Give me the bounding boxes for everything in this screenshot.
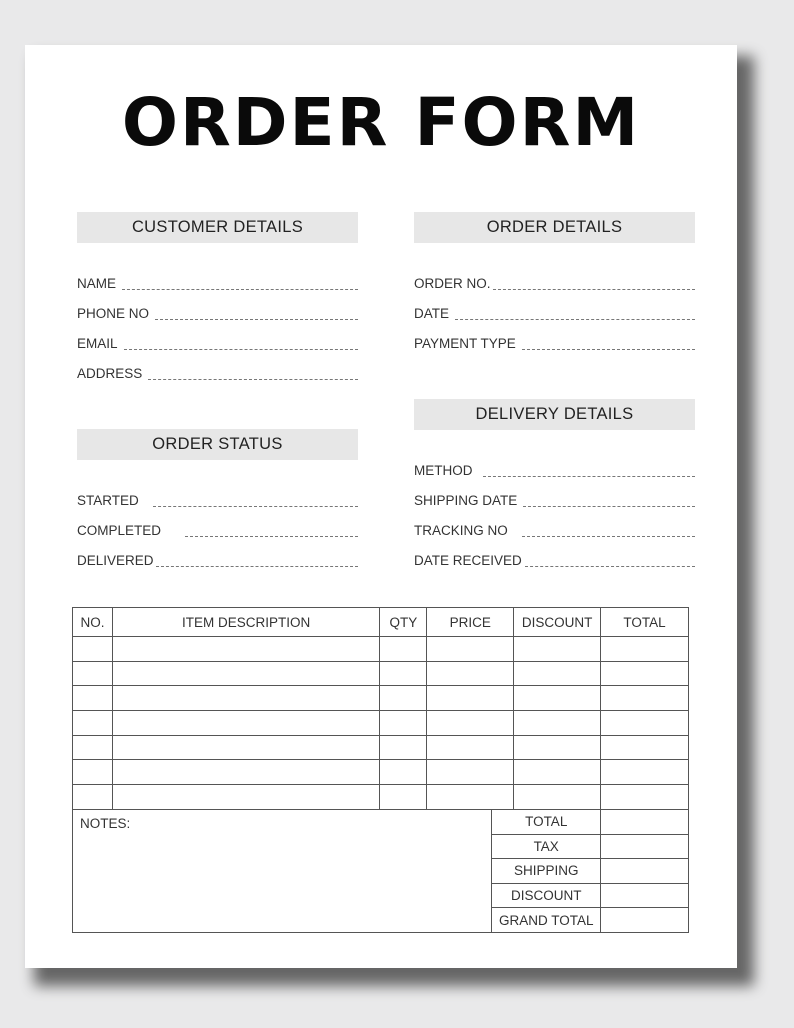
field-label: TRACKING NO <box>414 523 508 538</box>
address-input-line[interactable] <box>148 379 358 380</box>
field-label: PAYMENT TYPE <box>414 336 516 351</box>
field-date-received <box>414 539 695 569</box>
table-cell[interactable] <box>427 686 514 711</box>
table-cell[interactable] <box>73 735 113 760</box>
table-row <box>73 637 689 662</box>
notes-label: NOTES: <box>80 816 131 831</box>
table-cell[interactable] <box>380 686 427 711</box>
name-input-line[interactable] <box>122 289 358 290</box>
table-header-row <box>73 608 689 637</box>
table-cell[interactable] <box>73 686 113 711</box>
shipping-date-input-line[interactable] <box>523 506 695 507</box>
column-header-total: TOTAL <box>601 608 689 637</box>
started-input-line[interactable] <box>153 506 358 507</box>
delivery-details-section <box>414 399 695 569</box>
summary-value-discount[interactable] <box>601 883 689 908</box>
field-label: DATE <box>414 306 450 321</box>
field-payment-type <box>414 322 695 352</box>
summary-value-shipping[interactable] <box>601 859 689 884</box>
date-input-line[interactable] <box>455 319 695 320</box>
table-cell[interactable] <box>601 661 689 686</box>
order-details-section <box>414 212 695 352</box>
table-cell[interactable] <box>514 637 601 662</box>
order-status-section <box>77 429 358 569</box>
field-email <box>77 322 358 352</box>
table-cell[interactable] <box>112 686 379 711</box>
table-cell[interactable] <box>427 760 514 785</box>
field-shipping-date <box>414 479 695 509</box>
field-label: STARTED <box>77 493 139 508</box>
delivered-input-line[interactable] <box>156 566 358 567</box>
table-cell[interactable] <box>112 637 379 662</box>
items-table <box>72 607 689 810</box>
completed-input-line[interactable] <box>185 536 358 537</box>
table-cell[interactable] <box>112 661 379 686</box>
table-cell[interactable] <box>73 661 113 686</box>
table-cell[interactable] <box>601 760 689 785</box>
order-no-input-line[interactable] <box>493 289 695 290</box>
field-order-no <box>414 262 695 292</box>
field-label: DELIVERED <box>77 553 154 568</box>
field-label: ORDER NO. <box>414 276 491 291</box>
summary-label-grand-total: GRAND TOTAL <box>492 908 601 933</box>
field-label: ADDRESS <box>77 366 143 381</box>
table-row <box>73 735 689 760</box>
customer-details-section <box>77 212 358 382</box>
field-method <box>414 449 695 479</box>
summary-label-tax: TAX <box>492 834 601 859</box>
table-cell[interactable] <box>380 637 427 662</box>
table-cell[interactable] <box>601 686 689 711</box>
table-cell[interactable] <box>427 711 514 736</box>
order-form-page <box>25 45 737 968</box>
table-row <box>73 661 689 686</box>
table-cell[interactable] <box>380 760 427 785</box>
field-label: COMPLETED <box>77 523 162 538</box>
table-cell[interactable] <box>427 637 514 662</box>
summary-value-grand-total[interactable] <box>601 908 689 933</box>
section-header: ORDER DETAILS <box>414 212 695 243</box>
notes-box[interactable] <box>73 810 492 933</box>
table-cell[interactable] <box>73 711 113 736</box>
table-cell[interactable] <box>380 785 427 810</box>
field-label: METHOD <box>414 463 473 478</box>
table-cell[interactable] <box>601 785 689 810</box>
column-header-price: PRICE <box>427 608 514 637</box>
summary-value-total[interactable] <box>601 810 689 835</box>
email-input-line[interactable] <box>124 349 358 350</box>
tracking-no-input-line[interactable] <box>522 536 695 537</box>
table-cell[interactable] <box>601 637 689 662</box>
column-header-qty: QTY <box>380 608 427 637</box>
table-cell[interactable] <box>427 735 514 760</box>
section-header: CUSTOMER DETAILS <box>77 212 358 243</box>
table-cell[interactable] <box>380 661 427 686</box>
summary-label-discount: DISCOUNT <box>492 883 601 908</box>
table-cell[interactable] <box>112 711 379 736</box>
table-cell[interactable] <box>514 661 601 686</box>
summary-value-tax[interactable] <box>601 834 689 859</box>
field-label: EMAIL <box>77 336 118 351</box>
column-header-item-description: ITEM DESCRIPTION <box>112 608 379 637</box>
payment-type-input-line[interactable] <box>522 349 695 350</box>
section-header: DELIVERY DETAILS <box>414 399 695 430</box>
table-cell[interactable] <box>514 711 601 736</box>
table-cell[interactable] <box>380 711 427 736</box>
column-header-no: NO. <box>73 608 113 637</box>
table-cell[interactable] <box>112 735 379 760</box>
table-row <box>73 785 689 810</box>
table-row <box>73 760 689 785</box>
column-header-discount: DISCOUNT <box>514 608 601 637</box>
field-completed <box>77 509 358 539</box>
field-name <box>77 262 358 292</box>
table-cell[interactable] <box>112 785 379 810</box>
table-cell[interactable] <box>601 711 689 736</box>
table-cell[interactable] <box>112 760 379 785</box>
table-cell[interactable] <box>514 760 601 785</box>
field-label: NAME <box>77 276 117 291</box>
table-row <box>73 711 689 736</box>
field-label: DATE RECEIVED <box>414 553 522 568</box>
date-received-input-line[interactable] <box>525 566 695 567</box>
table-cell[interactable] <box>380 735 427 760</box>
field-address <box>77 352 358 382</box>
table-cell[interactable] <box>601 735 689 760</box>
table-cell[interactable] <box>73 760 113 785</box>
table-cell[interactable] <box>514 785 601 810</box>
summary-label-shipping: SHIPPING <box>492 859 601 884</box>
field-label: SHIPPING DATE <box>414 493 518 508</box>
table-cell[interactable] <box>73 637 113 662</box>
table-cell[interactable] <box>427 785 514 810</box>
page-title: ORDER FORM <box>121 84 641 161</box>
notes-summary-table <box>72 809 689 933</box>
table-cell[interactable] <box>514 735 601 760</box>
field-date <box>414 292 695 322</box>
section-header: ORDER STATUS <box>77 429 358 460</box>
field-label: PHONE NO <box>77 306 150 321</box>
table-cell[interactable] <box>73 785 113 810</box>
table-cell[interactable] <box>514 686 601 711</box>
field-phone <box>77 292 358 322</box>
summary-label-total: TOTAL <box>492 810 601 835</box>
phone-input-line[interactable] <box>155 319 358 320</box>
table-row <box>73 686 689 711</box>
field-delivered <box>77 539 358 569</box>
table-cell[interactable] <box>427 661 514 686</box>
method-input-line[interactable] <box>483 476 696 477</box>
field-tracking-no <box>414 509 695 539</box>
field-started <box>77 479 358 509</box>
